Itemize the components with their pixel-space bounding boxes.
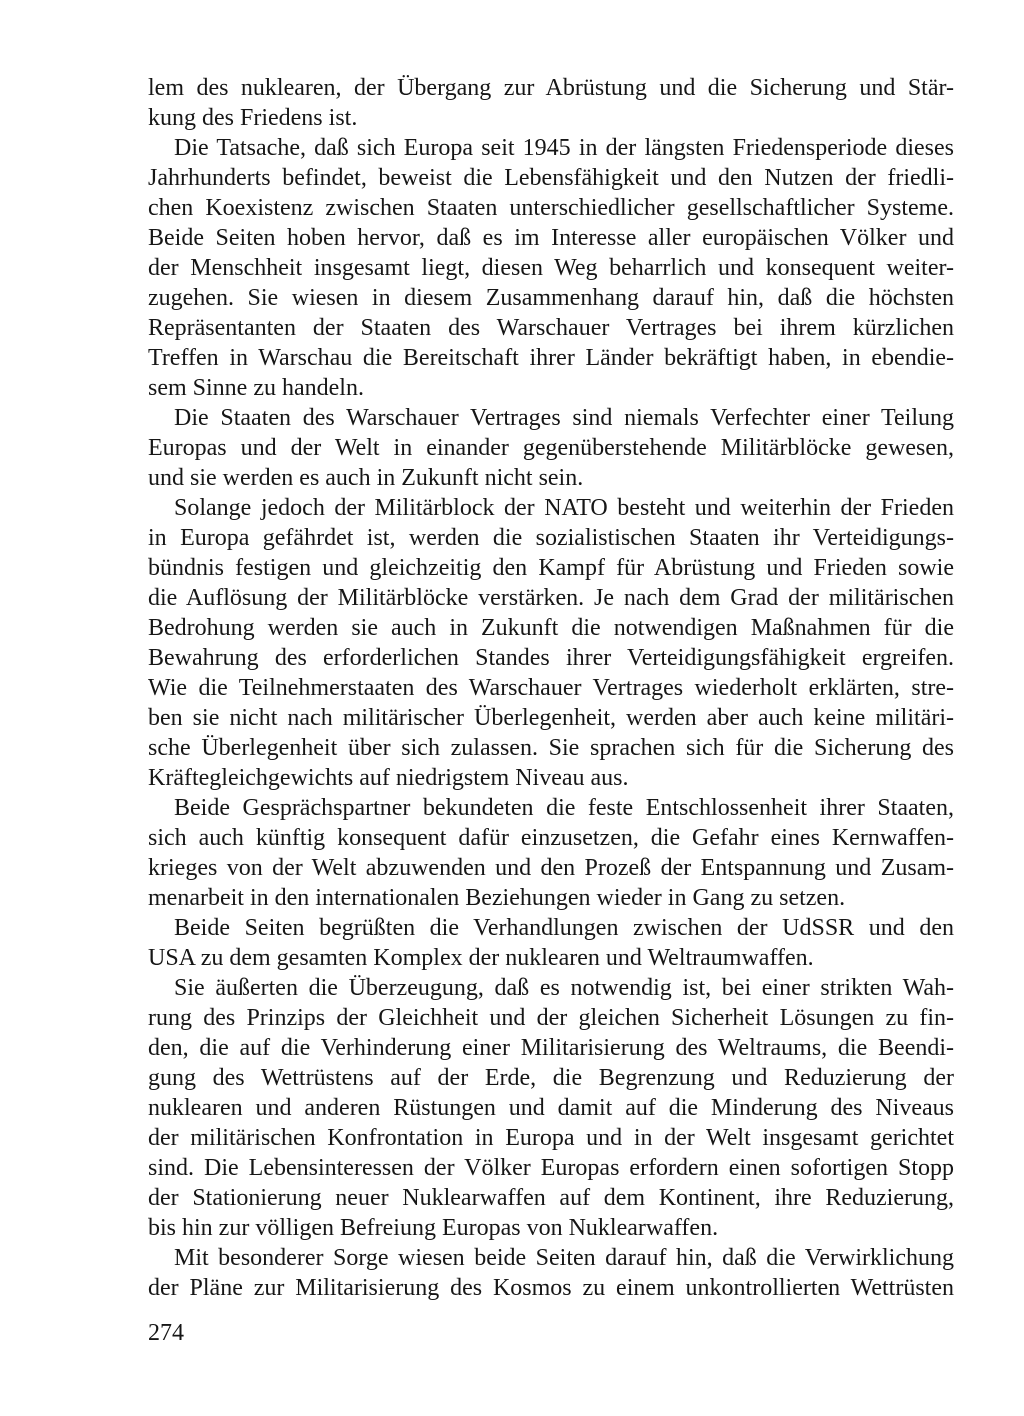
text-line: USA zu dem gesamten Komplex der nuklearen und Weltraumwaffen.	[148, 945, 814, 971]
text-line: Beide Gesprächspartner bekundeten die feste Entschlossenheit ihrer Staaten,	[174, 795, 954, 821]
text-line: den, die auf die Verhinderung einer Militarisierung des Weltraums, die Beendi-	[148, 1035, 954, 1061]
text-line: Treffen in Warschau die Bereitschaft ihrer Länder bekräftigt haben, in ebendie-	[148, 345, 954, 371]
text-line: der Stationierung neuer Nuklearwaffen auf dem Kontinent, ihre Reduzierung,	[148, 1185, 954, 1211]
text-line: bündnis festigen und gleichzeitig den Kampf für Abrüstung und Frieden sowie	[148, 555, 954, 581]
text-line: der militärischen Konfrontation in Europa und in der Welt insgesamt gerichtet	[148, 1125, 954, 1151]
text-line: Bewahrung des erforderlichen Standes ihrer Verteidigungsfähigkeit ergreifen.	[148, 645, 954, 671]
page-number: 274	[148, 1320, 184, 1346]
text-line: krieges von der Welt abzuwenden und den Prozeß der Entspannung und Zusam-	[148, 855, 954, 881]
text-line: Bedrohung werden sie auch in Zukunft die notwendigen Maßnahmen für die	[148, 615, 954, 641]
text-line: Wie die Teilnehmerstaaten des Warschauer Vertrages wiederholt erklärten, stre-	[148, 675, 954, 701]
text-line: bis hin zur völligen Befreiung Europas von Nuklearwaffen.	[148, 1215, 719, 1241]
text-line: der Menschheit insgesamt liegt, diesen Weg beharrlich und konsequent weiter-	[148, 255, 954, 281]
text-line: die Auflösung der Militärblöcke verstärken. Je nach dem Grad der militärischen	[148, 585, 954, 611]
text-line: Sie äußerten die Überzeugung, daß es notwendig ist, bei einer strikten Wah-	[174, 975, 954, 1001]
text-line: sche Überlegenheit über sich zulassen. Sie sprachen sich für die Sicherung des	[148, 735, 954, 761]
text-line: ben sie nicht nach militärischer Überlegenheit, werden aber auch keine militäri-	[148, 705, 954, 731]
body-text	[148, 73, 954, 1303]
text-line: kung des Friedens ist.	[148, 105, 358, 131]
text-line: lem des nuklearen, der Übergang zur Abrüstung und die Sicherung und Stär-	[148, 75, 954, 101]
text-line: menarbeit in den internationalen Beziehungen wieder in Gang zu setzen.	[148, 885, 846, 911]
text-line: gung des Wettrüstens auf der Erde, die Begrenzung und Reduzierung der	[148, 1065, 954, 1091]
text-line: Jahrhunderts befindet, beweist die Lebensfähigkeit und den Nutzen der friedli-	[148, 165, 954, 191]
text-line: sem Sinne zu handeln.	[148, 375, 364, 401]
text-line: Die Tatsache, daß sich Europa seit 1945 in der längsten Friedensperiode dieses	[174, 135, 954, 161]
text-line: Solange jedoch der Militärblock der NATO besteht und weiterhin der Frieden	[174, 495, 954, 521]
text-line: sich auch künftig konsequent dafür einzusetzen, die Gefahr eines Kernwaffen-	[148, 825, 954, 851]
text-line: Kräftegleichgewichts auf niedrigstem Niveau aus.	[148, 765, 629, 791]
text-line: Beide Seiten hoben hervor, daß es im Interesse aller europäischen Völker und	[148, 225, 954, 251]
text-line: und sie werden es auch in Zukunft nicht sein.	[148, 465, 584, 491]
text-line: in Europa gefährdet ist, werden die sozialistischen Staaten ihr Verteidigungs-	[148, 525, 954, 551]
text-line: Die Staaten des Warschauer Vertrages sind niemals Verfechter einer Teilung	[174, 405, 954, 431]
text-line: Mit besonderer Sorge wiesen beide Seiten darauf hin, daß die Verwirklichung	[174, 1245, 954, 1271]
text-line: nuklearen und anderen Rüstungen und damit auf die Minderung des Niveaus	[148, 1095, 954, 1121]
text-line: rung des Prinzips der Gleichheit und der gleichen Sicherheit Lösungen zu fin-	[148, 1005, 954, 1031]
text-line: zugehen. Sie wiesen in diesem Zusammenhang darauf hin, daß die höchsten	[148, 285, 954, 311]
text-line: chen Koexistenz zwischen Staaten unterschiedlicher gesellschaftlicher Systeme.	[148, 195, 954, 221]
text-line: sind. Die Lebensinteressen der Völker Europas erfordern einen sofortigen Stopp	[148, 1155, 954, 1181]
text-line: der Pläne zur Militarisierung des Kosmos zu einem unkontrollierten Wettrüsten	[148, 1275, 954, 1301]
text-line: Repräsentanten der Staaten des Warschauer Vertrages bei ihrem kürzlichen	[148, 315, 954, 341]
text-line: Europas und der Welt in einander gegenüberstehende Militärblöcke gewesen,	[148, 435, 954, 461]
text-line: Beide Seiten begrüßten die Verhandlungen zwischen der UdSSR und den	[174, 915, 954, 941]
